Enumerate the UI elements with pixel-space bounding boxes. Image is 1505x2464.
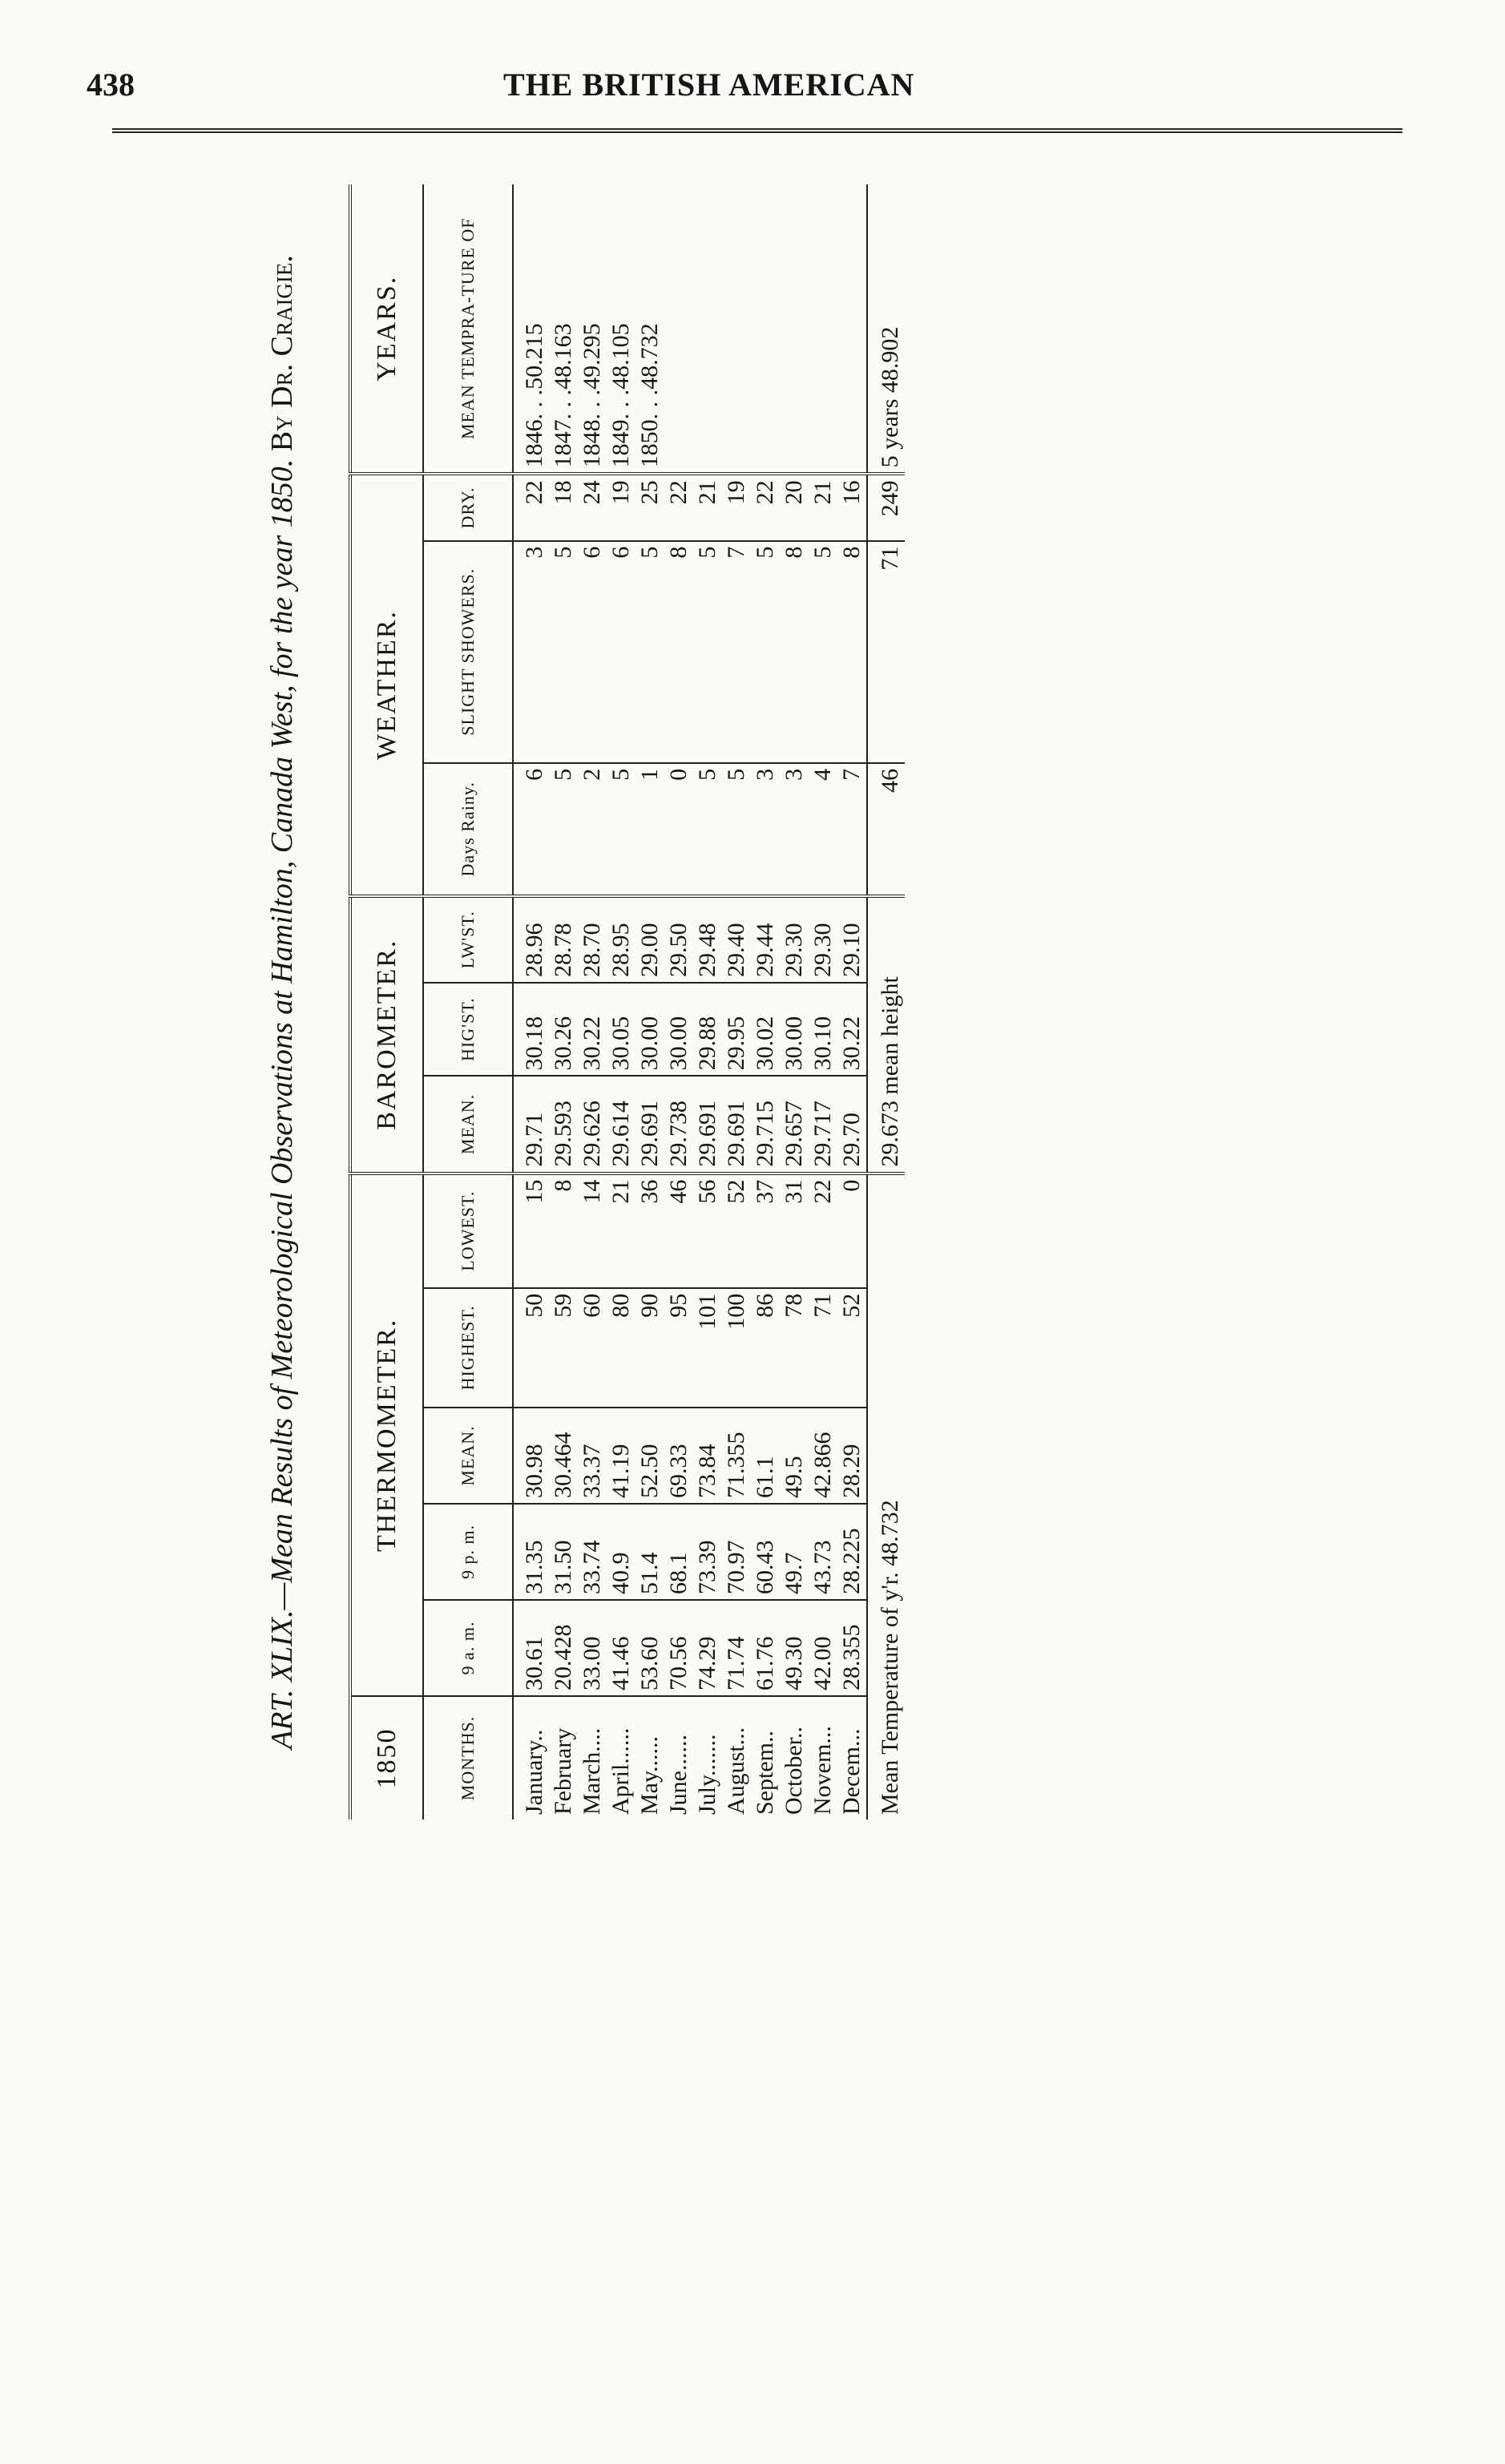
am-cell: 28.355: [837, 1600, 867, 1696]
month-cell: October..: [781, 1727, 807, 1815]
rainy-cell: 6: [513, 763, 549, 896]
footer-row: [867, 184, 905, 1820]
year-header: 1850: [350, 1696, 423, 1820]
pm-cell: 40.9: [607, 1504, 635, 1600]
month-cell: March....: [579, 1727, 605, 1815]
year-mean-cell: [664, 184, 693, 474]
footer-dry: 249: [867, 474, 905, 540]
baro-high-cell: 30.00: [780, 983, 809, 1076]
year-mean-cell: 1848. . .49.295: [578, 184, 607, 474]
showers-cell: 8: [664, 541, 693, 763]
month-cell: Decem...: [838, 1728, 865, 1815]
barometer-header: BAROMETER.: [350, 896, 423, 1173]
thermo-mean-cell: 69.33: [664, 1408, 693, 1504]
sub-header-row: [423, 184, 513, 1820]
thermo-mean-cell: 33.37: [578, 1408, 607, 1504]
highest-cell: 95: [664, 1288, 693, 1408]
am-cell: 53.60: [635, 1600, 664, 1696]
lowest-cell: 46: [664, 1173, 693, 1288]
thermo-mean-cell: 61.1: [751, 1408, 780, 1504]
highest-cell: 78: [780, 1288, 809, 1408]
baro-mean-cell: 29.614: [607, 1076, 635, 1173]
lowest-cell: 36: [635, 1173, 664, 1288]
highest-cell: 86: [751, 1288, 780, 1408]
dry-cell: 20: [780, 474, 809, 540]
meteorological-table: [349, 184, 905, 1820]
baro-low-cell: 29.10: [837, 896, 867, 983]
baro-high-cell: 29.88: [693, 983, 722, 1076]
footer-baro: 29.673 mean height: [867, 896, 905, 1173]
table-row: [809, 184, 837, 1820]
rainy-cell: 4: [809, 763, 837, 896]
lowest-cell: 21: [607, 1173, 635, 1288]
am-cell: 30.61: [513, 1600, 549, 1696]
rainy-cell: 3: [780, 763, 809, 896]
table-row: [722, 184, 751, 1820]
running-head: [87, 66, 1409, 114]
month-cell: Novem...: [809, 1726, 836, 1815]
dry-cell: 21: [693, 474, 722, 540]
dry-cell: 22: [513, 474, 549, 540]
months-header: MONTHS.: [423, 1696, 513, 1820]
showers-header: SLIGHT SHOWERS.: [423, 541, 513, 763]
month-cell: July.......: [694, 1734, 720, 1815]
baro-high-cell: 30.00: [664, 983, 693, 1076]
running-title: THE BRITISH AMERICAN: [503, 67, 915, 103]
rainy-cell: 5: [693, 763, 722, 896]
footer-showers: 71: [867, 541, 905, 763]
thermo-mean-cell: 30.464: [549, 1408, 578, 1504]
year-mean-cell: [722, 184, 751, 474]
baro-low-cell: 29.30: [780, 896, 809, 983]
rainy-cell: 1: [635, 763, 664, 896]
baro-mean-cell: 29.657: [780, 1076, 809, 1173]
dry-cell: 24: [578, 474, 607, 540]
pm-cell: 31.35: [513, 1504, 549, 1600]
weather-header: WEATHER.: [350, 474, 423, 895]
am-cell: 61.76: [751, 1600, 780, 1696]
baro-mean-cell: 29.717: [809, 1076, 837, 1173]
table-row: [780, 184, 809, 1820]
am-cell: 71.74: [722, 1600, 751, 1696]
year-mean-cell: [693, 184, 722, 474]
lowest-cell: 0: [837, 1173, 867, 1288]
table-row: [693, 184, 722, 1820]
showers-cell: 7: [722, 541, 751, 763]
showers-cell: 5: [751, 541, 780, 763]
baro-high-cell: 30.22: [837, 983, 867, 1076]
table-row: [751, 184, 780, 1820]
baro-high-cell: 30.00: [635, 983, 664, 1076]
month-cell: August...: [723, 1727, 749, 1815]
baro-mean-cell: 29.70: [837, 1076, 867, 1173]
page-number: 438: [87, 67, 135, 103]
baro-low-cell: 29.44: [751, 896, 780, 983]
lowest-cell: 37: [751, 1173, 780, 1288]
month-cell: Septem..: [752, 1731, 778, 1815]
pm-cell: 33.74: [578, 1504, 607, 1600]
baro-low-cell: 29.48: [693, 896, 722, 983]
lowest-cell: 14: [578, 1173, 607, 1288]
baro-high-cell: 30.22: [578, 983, 607, 1076]
baro-high-cell: 30.02: [751, 983, 780, 1076]
rainy-header: Days Rainy.: [423, 763, 513, 896]
pm-cell: 60.43: [751, 1504, 780, 1600]
am-cell: 42.00: [809, 1600, 837, 1696]
am-cell: 70.56: [664, 1600, 693, 1696]
lowest-cell: 22: [809, 1173, 837, 1288]
baro-mean-cell: 29.71: [513, 1076, 549, 1173]
table-row: [549, 184, 578, 1820]
month-cell: June......: [665, 1735, 692, 1815]
pm-cell: 70.97: [722, 1504, 751, 1600]
highest-cell: 59: [549, 1288, 578, 1408]
baro-high-cell: 29.95: [722, 983, 751, 1076]
table-row: [578, 184, 607, 1820]
baro-low-cell: 28.78: [549, 896, 578, 983]
dry-cell: 22: [664, 474, 693, 540]
thermo-mean-header: MEAN.: [423, 1408, 513, 1504]
footer-thermo: Mean Temperature of y'r. 48.732: [867, 1173, 905, 1820]
pm-cell: 51.4: [635, 1504, 664, 1600]
showers-cell: 8: [837, 541, 867, 763]
rainy-cell: 5: [722, 763, 751, 896]
baro-low-cell: 29.40: [722, 896, 751, 983]
baro-mean-cell: 29.691: [693, 1076, 722, 1173]
thermo-mean-cell: 71.355: [722, 1408, 751, 1504]
pm-cell: 73.39: [693, 1504, 722, 1600]
thermo-mean-cell: 41.19: [607, 1408, 635, 1504]
year-mean-cell: 1849. . .48.105: [607, 184, 635, 474]
rainy-cell: 0: [664, 763, 693, 896]
pm-cell: 31.50: [549, 1504, 578, 1600]
month-cell: January..: [521, 1729, 547, 1815]
showers-cell: 5: [635, 541, 664, 763]
dry-cell: 25: [635, 474, 664, 540]
highest-cell: 52: [837, 1288, 867, 1408]
mean-temp-header: MEAN TEMPRA-TURE OF: [423, 184, 513, 474]
year-mean-cell: [780, 184, 809, 474]
lowest-cell: 15: [513, 1173, 549, 1288]
thermo-mean-cell: 28.29: [837, 1408, 867, 1504]
rainy-cell: 5: [549, 763, 578, 896]
baro-low-header: LW'ST.: [423, 896, 513, 983]
table-row: [664, 184, 693, 1820]
footer-years: 5 years 48.902: [867, 184, 905, 474]
lowest-cell: 52: [722, 1173, 751, 1288]
group-header-row: [350, 184, 423, 1820]
baro-low-cell: 29.50: [664, 896, 693, 983]
highest-cell: 90: [635, 1288, 664, 1408]
caption-author: By Dr. Craigie.: [265, 255, 299, 452]
baro-mean-cell: 29.691: [635, 1076, 664, 1173]
table-body: [513, 184, 867, 1820]
baro-high-cell: 30.10: [809, 983, 837, 1076]
am-header: 9 a. m.: [423, 1600, 513, 1696]
highest-cell: 50: [513, 1288, 549, 1408]
baro-mean-cell: 29.738: [664, 1076, 693, 1173]
highest-cell: 71: [809, 1288, 837, 1408]
month-cell: April......: [607, 1727, 634, 1815]
showers-cell: 8: [780, 541, 809, 763]
baro-high-cell: 30.05: [607, 983, 635, 1076]
showers-cell: 5: [809, 541, 837, 763]
dry-header: DRY.: [423, 474, 513, 540]
am-cell: 20.428: [549, 1600, 578, 1696]
table-row: [837, 184, 867, 1820]
baro-mean-cell: 29.626: [578, 1076, 607, 1173]
baro-low-cell: 29.00: [635, 896, 664, 983]
year-mean-cell: 1850. . .48.732: [635, 184, 664, 474]
baro-mean-cell: 29.593: [549, 1076, 578, 1173]
rainy-cell: 3: [751, 763, 780, 896]
month-cell: May......: [636, 1735, 663, 1815]
am-cell: 41.46: [607, 1600, 635, 1696]
lowest-cell: 31: [780, 1173, 809, 1288]
dry-cell: 19: [722, 474, 751, 540]
pm-cell: 49.7: [780, 1504, 809, 1600]
baro-mean-cell: 29.691: [722, 1076, 751, 1173]
dry-cell: 21: [809, 474, 837, 540]
baro-high-cell: 30.18: [513, 983, 549, 1076]
footer-rainy: 46: [867, 763, 905, 896]
pm-cell: 28.225: [837, 1504, 867, 1600]
table-row: [635, 184, 664, 1820]
am-cell: 33.00: [578, 1600, 607, 1696]
baro-low-cell: 28.95: [607, 896, 635, 983]
dry-cell: 16: [837, 474, 867, 540]
baro-low-cell: 28.70: [578, 896, 607, 983]
thermometer-header: THERMOMETER.: [350, 1173, 423, 1696]
showers-cell: 6: [607, 541, 635, 763]
dry-cell: 19: [607, 474, 635, 540]
thermo-mean-cell: 52.50: [635, 1408, 664, 1504]
pm-header: 9 p. m.: [423, 1504, 513, 1600]
year-mean-cell: [809, 184, 837, 474]
lowest-header: LOWEST.: [423, 1173, 513, 1288]
highest-cell: 60: [578, 1288, 607, 1408]
baro-mean-cell: 29.715: [751, 1076, 780, 1173]
table-row: [607, 184, 635, 1820]
dry-cell: 18: [549, 474, 578, 540]
thermo-mean-cell: 49.5: [780, 1408, 809, 1504]
baro-high-header: HIG'ST.: [423, 983, 513, 1076]
pm-cell: 43.73: [809, 1504, 837, 1600]
am-cell: 49.30: [780, 1600, 809, 1696]
rainy-cell: 2: [578, 763, 607, 896]
year-mean-cell: [837, 184, 867, 474]
years-header: YEARS.: [350, 184, 423, 474]
year-mean-cell: 1847. . .48.163: [549, 184, 578, 474]
highest-cell: 80: [607, 1288, 635, 1408]
table-caption: [264, 184, 300, 1820]
showers-cell: 5: [549, 541, 578, 763]
am-cell: 74.29: [693, 1600, 722, 1696]
dry-cell: 22: [751, 474, 780, 540]
lowest-cell: 56: [693, 1173, 722, 1288]
caption-title: ART. XLIX.—Mean Results of Meteorological Observations at Hamilton, Canada West, for the year 1850.: [265, 458, 299, 1749]
baro-high-cell: 30.26: [549, 983, 578, 1076]
highest-cell: 100: [722, 1288, 751, 1408]
thermo-mean-cell: 73.84: [693, 1408, 722, 1504]
showers-cell: 5: [693, 541, 722, 763]
thermo-mean-cell: 42.866: [809, 1408, 837, 1504]
baro-mean-header: MEAN.: [423, 1076, 513, 1173]
rotated-table-block: [264, 184, 1226, 1820]
baro-low-cell: 28.96: [513, 896, 549, 983]
highest-header: HIGHEST.: [423, 1288, 513, 1408]
baro-low-cell: 29.30: [809, 896, 837, 983]
month-cell: February: [550, 1727, 576, 1815]
pm-cell: 68.1: [664, 1504, 693, 1600]
table-row: [513, 184, 549, 1820]
showers-cell: 6: [578, 541, 607, 763]
thermo-mean-cell: 30.98: [513, 1408, 549, 1504]
rainy-cell: 5: [607, 763, 635, 896]
showers-cell: 3: [513, 541, 549, 763]
year-mean-cell: 1846. . .50.215: [513, 184, 549, 474]
lowest-cell: 8: [549, 1173, 578, 1288]
head-rule: [112, 128, 1402, 133]
year-mean-cell: [751, 184, 780, 474]
highest-cell: 101: [693, 1288, 722, 1408]
rainy-cell: 7: [837, 763, 867, 896]
